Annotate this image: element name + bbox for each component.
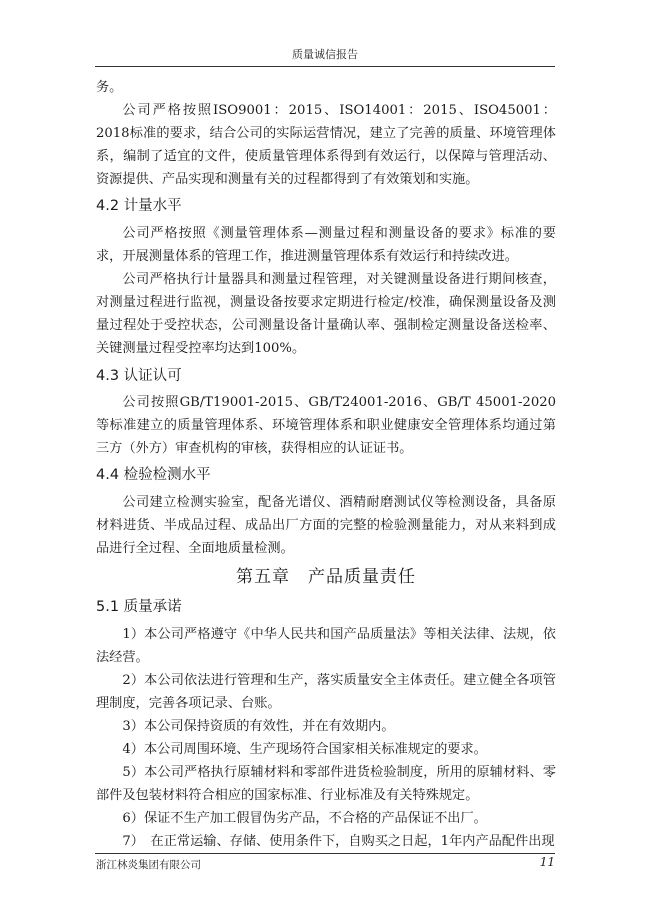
section-heading-5-1: 5.1 质量承诺 xyxy=(96,599,182,616)
footer-divider xyxy=(95,853,555,854)
page-number: 11 xyxy=(539,855,555,869)
list-item: 1）本公司严格遵守《中华人民共和国产品质量法》等相关法律、法规，依法经营。 xyxy=(96,626,556,665)
section-heading-4-2: 4.2 计量水平 xyxy=(96,198,182,215)
section-heading-4-3: 4.3 认证认可 xyxy=(96,367,182,384)
paragraph: 公司按照GB/T19001-2015、GB/T24001-2016、GB/T 45001-2020等标准建立的质量管理体系、环境管理体系和职业健康安全管理体系均通过第三方（外方）审查机构的审核，获得相应的认证证书。 xyxy=(96,395,556,457)
list-item: 5）本公司严格执行原辅材料和零部件进货检验制度，所用的原辅材料、零部件及包装材料符合相应的国家标准、行业标准及有关特殊规定。 xyxy=(96,765,556,804)
footer-company: 浙江林炎集团有限公司 xyxy=(96,859,201,871)
chapter-title: 第五章 产品质量责任 xyxy=(236,567,416,588)
page-header-title: 质量诚信报告 xyxy=(292,48,358,61)
section-heading-4-4: 4.4 检验检测水平 xyxy=(96,467,211,484)
paragraph: 公司建立检测实验室，配备光谱仪、酒精耐磨测试仪等检测设备，具备原材料进货、半成品过程、成品出厂方面的完整的检验测量能力，对从来料到成品进行全过程、全面地质量检测。 xyxy=(96,494,556,556)
paragraph: 公司严格执行计量器具和测量过程管理，对关键测量设备进行期间核查，对测量过程进行监视，测量设备按要求定期进行检定/校准，确保测量设备及测量过程处于受控状态，公司测量设备计量确认率、强制检定测量设备送检率、关键测量过程受控率均达到100%。 xyxy=(96,272,556,357)
list-item: 3）本公司保持资质的有效性，并在有效期内。 xyxy=(122,718,395,734)
list-item: 4）本公司周围环境、生产现场符合国家相关标准规定的要求。 xyxy=(122,742,487,758)
header-divider xyxy=(95,66,555,67)
list-item: 2）本公司依法进行管理和生产，落实质量安全主体责任。建立健全各项管理制度，完善各项记录、台账。 xyxy=(96,672,556,711)
list-item: 6）保证不生产加工假冒伪劣产品，不合格的产品保证不出厂。 xyxy=(122,811,487,827)
paragraph: 公司严格按照《测量管理体系—测量过程和测量设备的要求》标准的要求，开展测量体系的管理工作，推进测量管理体系有效运行和持续改进。 xyxy=(96,225,556,265)
document-body xyxy=(96,76,556,854)
paragraph: 务。 xyxy=(96,80,123,95)
list-item: 7） 在正常运输、存储、使用条件下，自购买之日起，1年内产品配件出现 xyxy=(122,834,555,850)
paragraph: 公司严格按照ISO9001：2015、ISO14001：2015、ISO45001：2018标准的要求，结合公司的实际运营情况，建立了完善的质量、环境管理体系，编制了适宜的文件，使质量管理体系得到有效运行，以保障与管理活动、资源提供、产品实现和测量有关的过程都得到了有效策划和实施。 xyxy=(96,103,556,188)
